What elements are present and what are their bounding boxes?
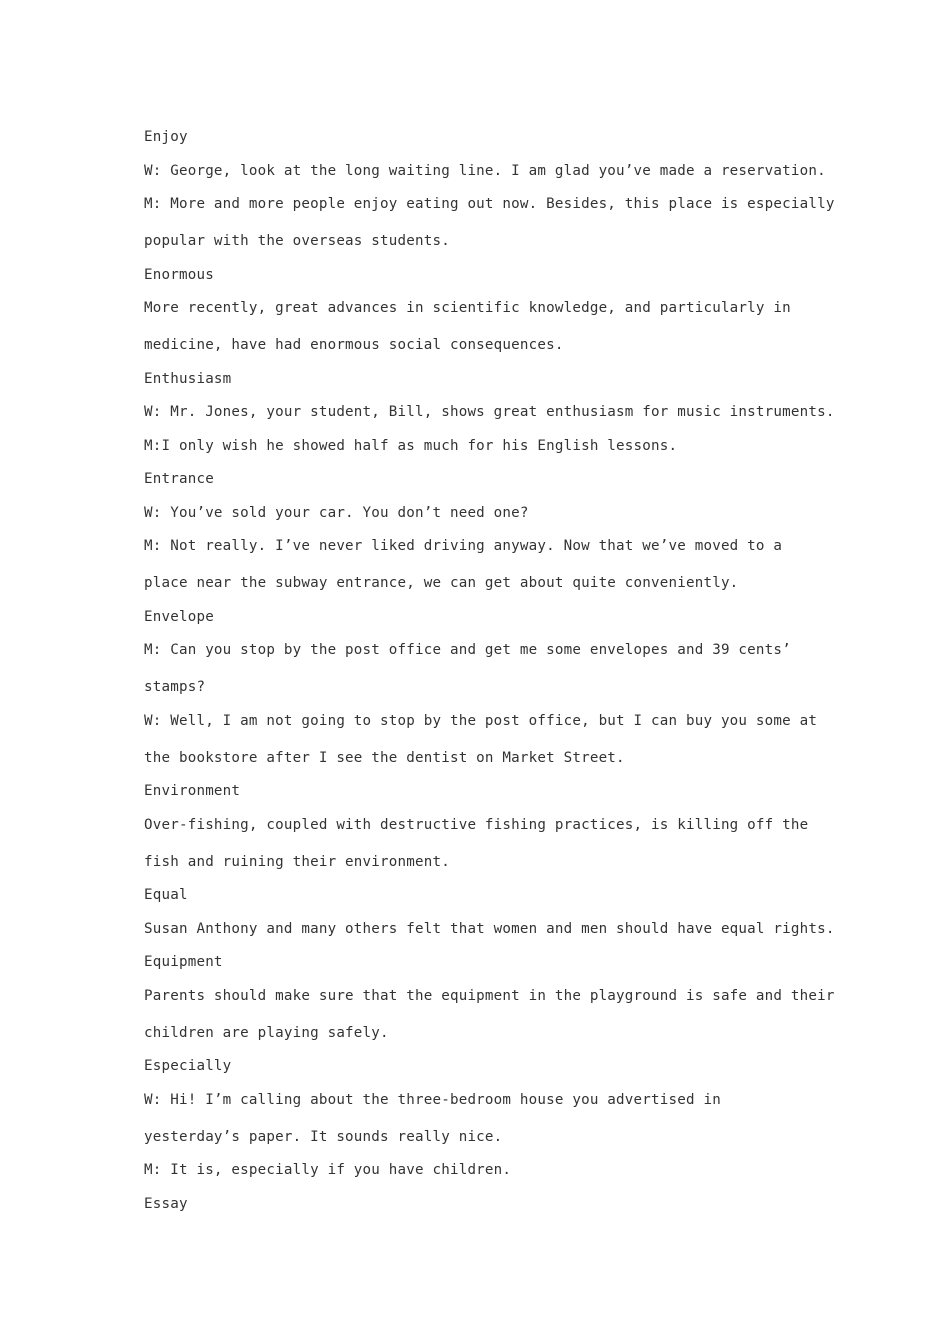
entry-heading: Enormous	[144, 266, 214, 283]
entry-line: Susan Anthony and many others felt that women and men should have equal rights.	[144, 920, 835, 937]
entry-line: W: Mr. Jones, your student, Bill, shows great enthusiasm for music instruments.	[144, 404, 835, 420]
entry-line: M: It is, especially if you have children.	[144, 1162, 512, 1178]
entry-line: More recently, great advances in scientific knowledge, and particularly in	[144, 300, 791, 316]
entry-line: W: George, look at the long waiting line. I am glad you’ve made a reservation.	[144, 162, 826, 179]
entry-line: M: Can you stop by the post office and get me some envelopes and 39 cents’	[144, 642, 791, 658]
entry-heading: Equal	[144, 887, 188, 903]
entry-heading: Especially	[144, 1058, 232, 1074]
entry-heading: Environment	[144, 783, 241, 799]
entry-line: children are playing safely.	[144, 1024, 389, 1041]
entry-line: M: Not really. I’ve never liked driving anyway. Now that we’ve moved to a	[144, 538, 783, 554]
entry-line: the bookstore after I see the dentist on Market Street.	[144, 749, 625, 766]
entry-line: W: Well, I am not going to stop by the post office, but I can buy you some at	[144, 712, 818, 729]
entry-line: fish and ruining their environment.	[144, 853, 450, 870]
entry-line: M:I only wish he showed half as much for his English lessons.	[144, 437, 678, 454]
entry-heading: Enthusiasm	[144, 370, 232, 387]
entry-heading: Entrance	[144, 471, 214, 487]
entry-line: place near the subway entrance, we can get about quite conveniently.	[144, 575, 739, 591]
entry-line: medicine, have had enormous social consequences.	[144, 337, 564, 353]
entry-heading: Envelope	[144, 608, 214, 625]
entry-heading: Enjoy	[144, 129, 188, 145]
entry-line: W: You’ve sold your car. You don’t need one?	[144, 504, 529, 521]
entry-line: yesterday’s paper. It sounds really nice.	[144, 1128, 503, 1145]
entry-heading: Equipment	[144, 954, 223, 970]
entry-line: popular with the overseas students.	[144, 233, 450, 249]
entry-line: Parents should make sure that the equipment in the playground is safe and their	[144, 987, 835, 1004]
entry-line: W: Hi! I’m calling about the three-bedroom house you advertised in	[144, 1091, 721, 1108]
entry-line: M: More and more people enjoy eating out now. Besides, this place is especially	[144, 196, 835, 212]
entry-heading: Essay	[144, 1195, 188, 1212]
entry-line: Over-fishing, coupled with destructive fishing practices, is killing off the	[144, 816, 809, 833]
entry-line: stamps?	[144, 679, 206, 695]
document-body	[144, 124, 835, 1224]
